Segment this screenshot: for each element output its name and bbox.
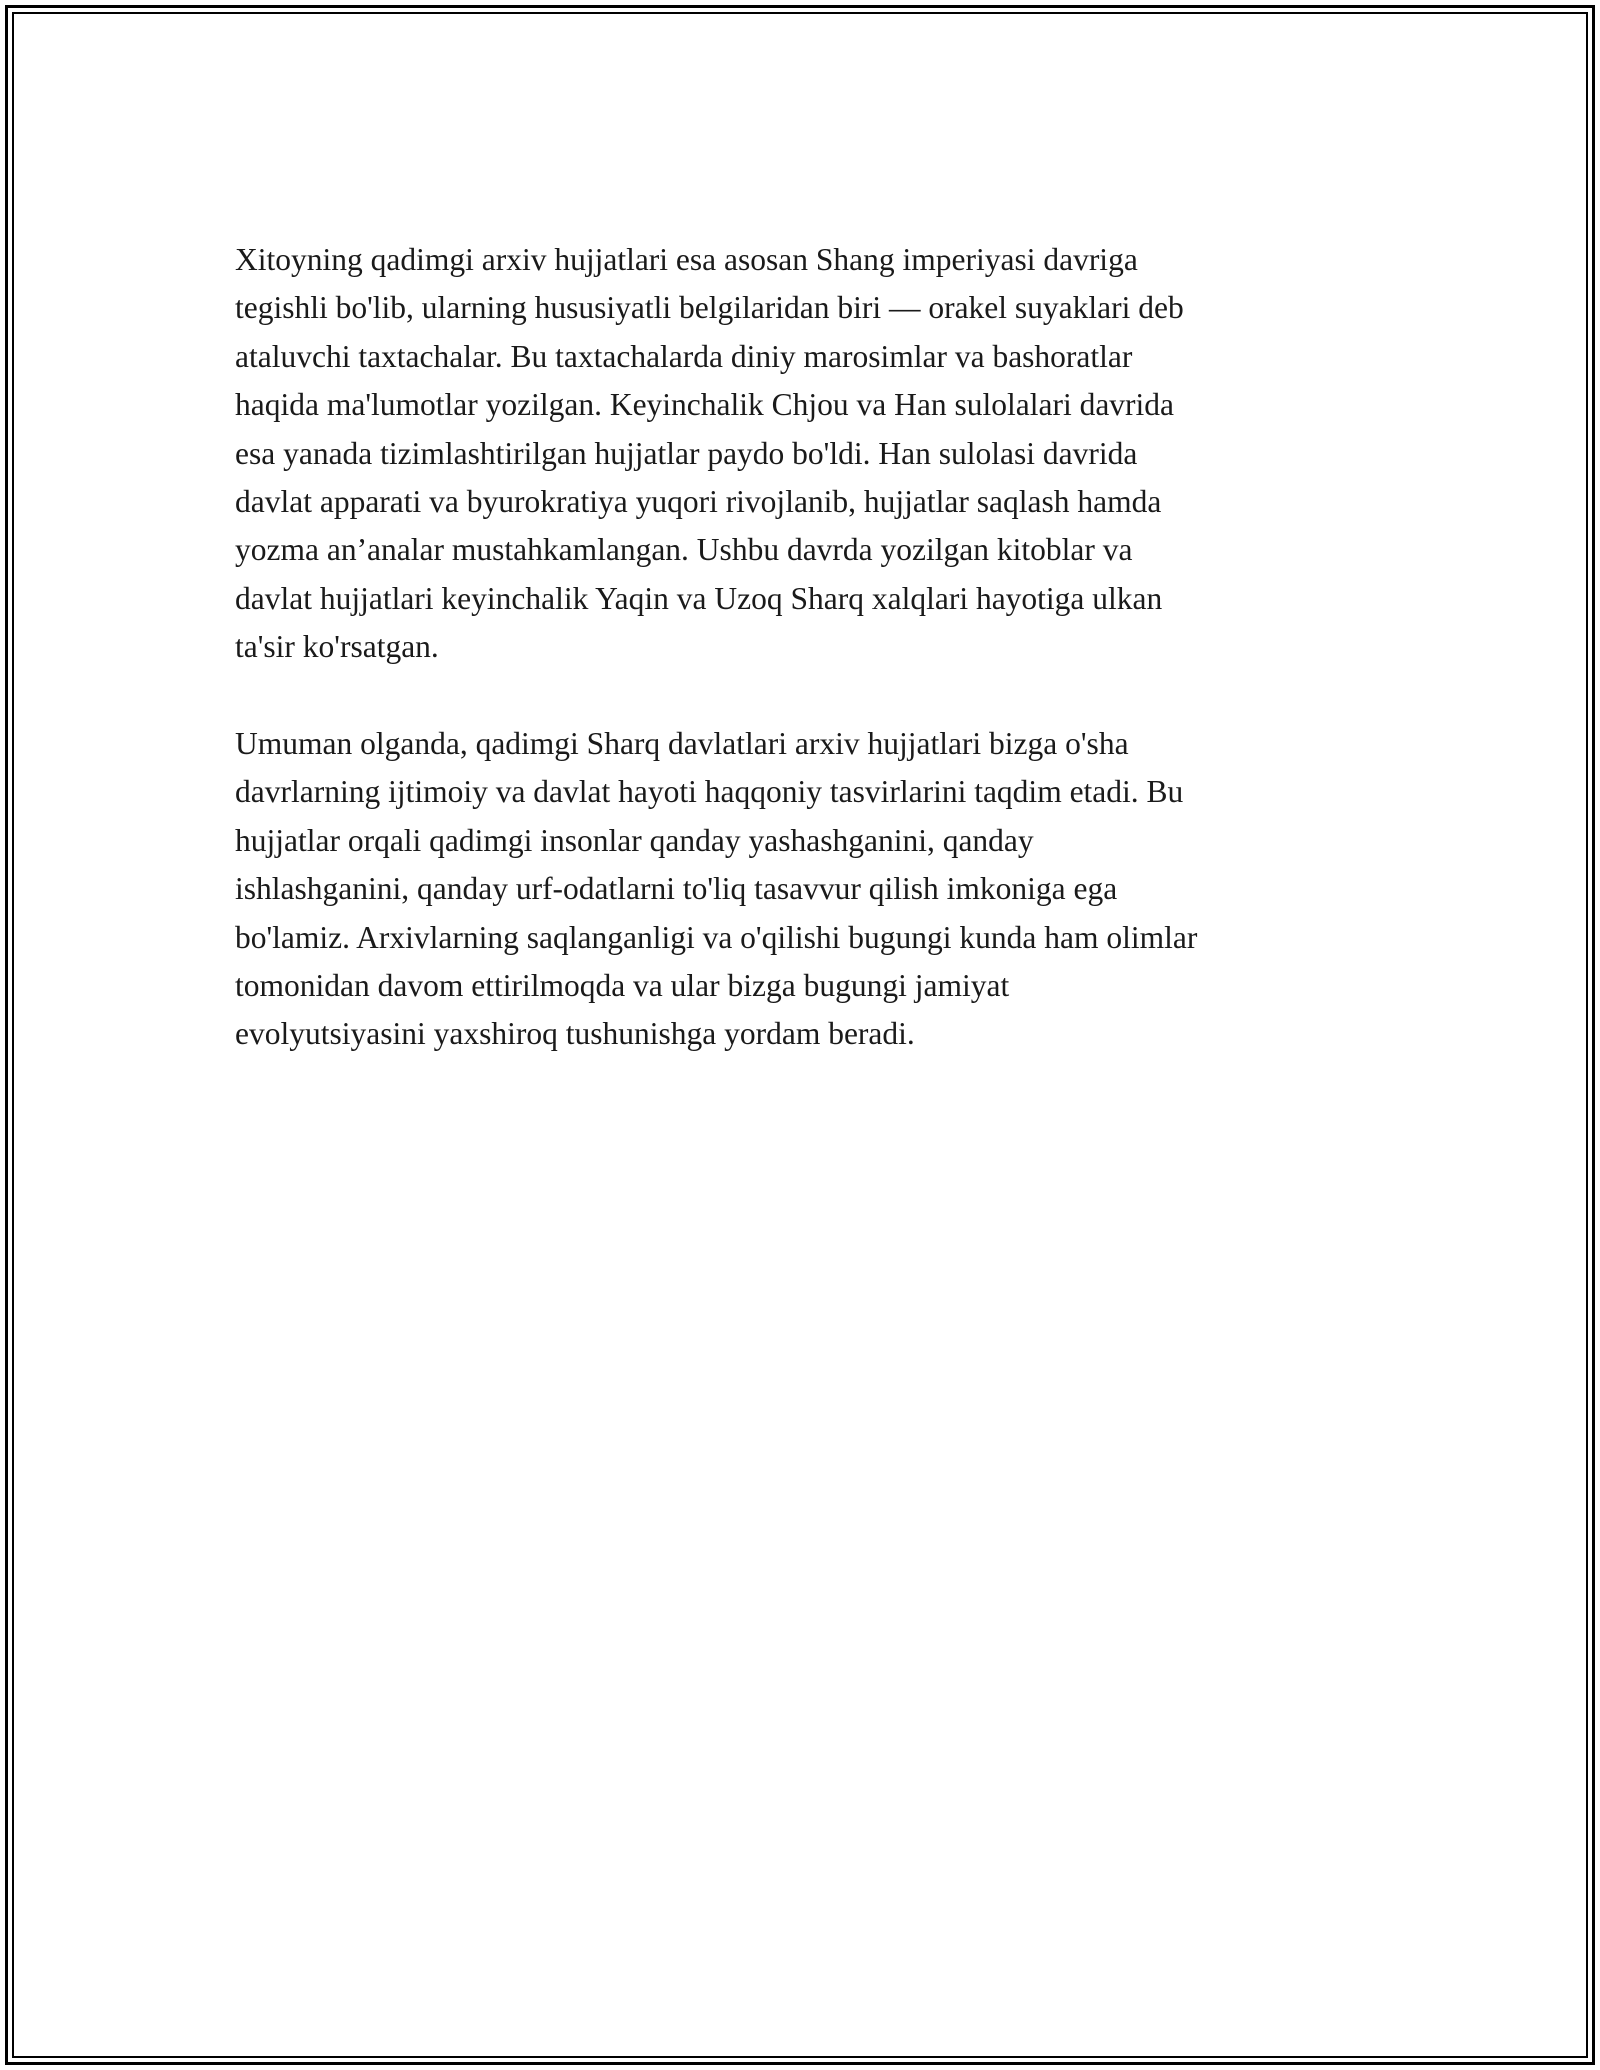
text-line: Xitoyning qadimgi arxiv hujjatlari esa asosan Shang imperiyasi davriga (235, 242, 1138, 277)
text-line: tegishli bo'lib, ularning hususiyatli belgilaridan biri — orakel suyaklari deb (235, 290, 1184, 326)
text-line: tomonidan davom ettirilmoqda va ular bizga bugungi jamiyat (235, 968, 1010, 1004)
text-line: ishlashganini, qanday urf-odatlarni to'liq tasavvur qilish imkoniga ega (235, 871, 1118, 907)
text-line: esa yanada tizimlashtirilgan hujjatlar paydo bo'ldi. Han sulolasi davrida (235, 435, 1138, 471)
document-body (235, 236, 1385, 1107)
paragraph-1 (235, 236, 1385, 672)
paragraph-2 (235, 720, 1385, 1059)
text-line: davrlarning ijtimoiy va davlat hayoti haqqoniy tasvirlarini taqdim etadi. Bu (235, 774, 1184, 810)
text-line: Umuman olganda, qadimgi Sharq davlatlari arxiv hujjatlari bizga o'sha (235, 726, 1129, 762)
text-line: ta'sir ko'rsatgan. (235, 629, 439, 665)
text-line: ataluvchi taxtachalar. Bu taxtachalarda diniy marosimlar va bashoratlar (235, 338, 1133, 374)
text-line: davlat hujjatlari keyinchalik Yaqin va Uzoq Sharq xalqlari hayotiga ulkan (235, 580, 1163, 616)
text-line: haqida ma'lumotlar yozilgan. Keyinchalik Chjou va Han sulolalari davrida (235, 387, 1175, 423)
text-line: evolyutsiyasini yaxshiroq tushunishga yordam beradi. (235, 1016, 915, 1052)
text-line: bo'lamiz. Arxivlarning saqlanganligi va o'qilishi bugungi kunda ham olimlar (235, 919, 1198, 955)
text-line: yozma an’analar mustahkamlangan. Ushbu davrda yozilgan kitoblar va (235, 532, 1133, 568)
text-line: davlat apparati va byurokratiya yuqori rivojlanib, hujjatlar saqlash hamda (235, 484, 1162, 520)
text-line: hujjatlar orqali qadimgi insonlar qanday yashashganini, qanday (235, 822, 1034, 858)
